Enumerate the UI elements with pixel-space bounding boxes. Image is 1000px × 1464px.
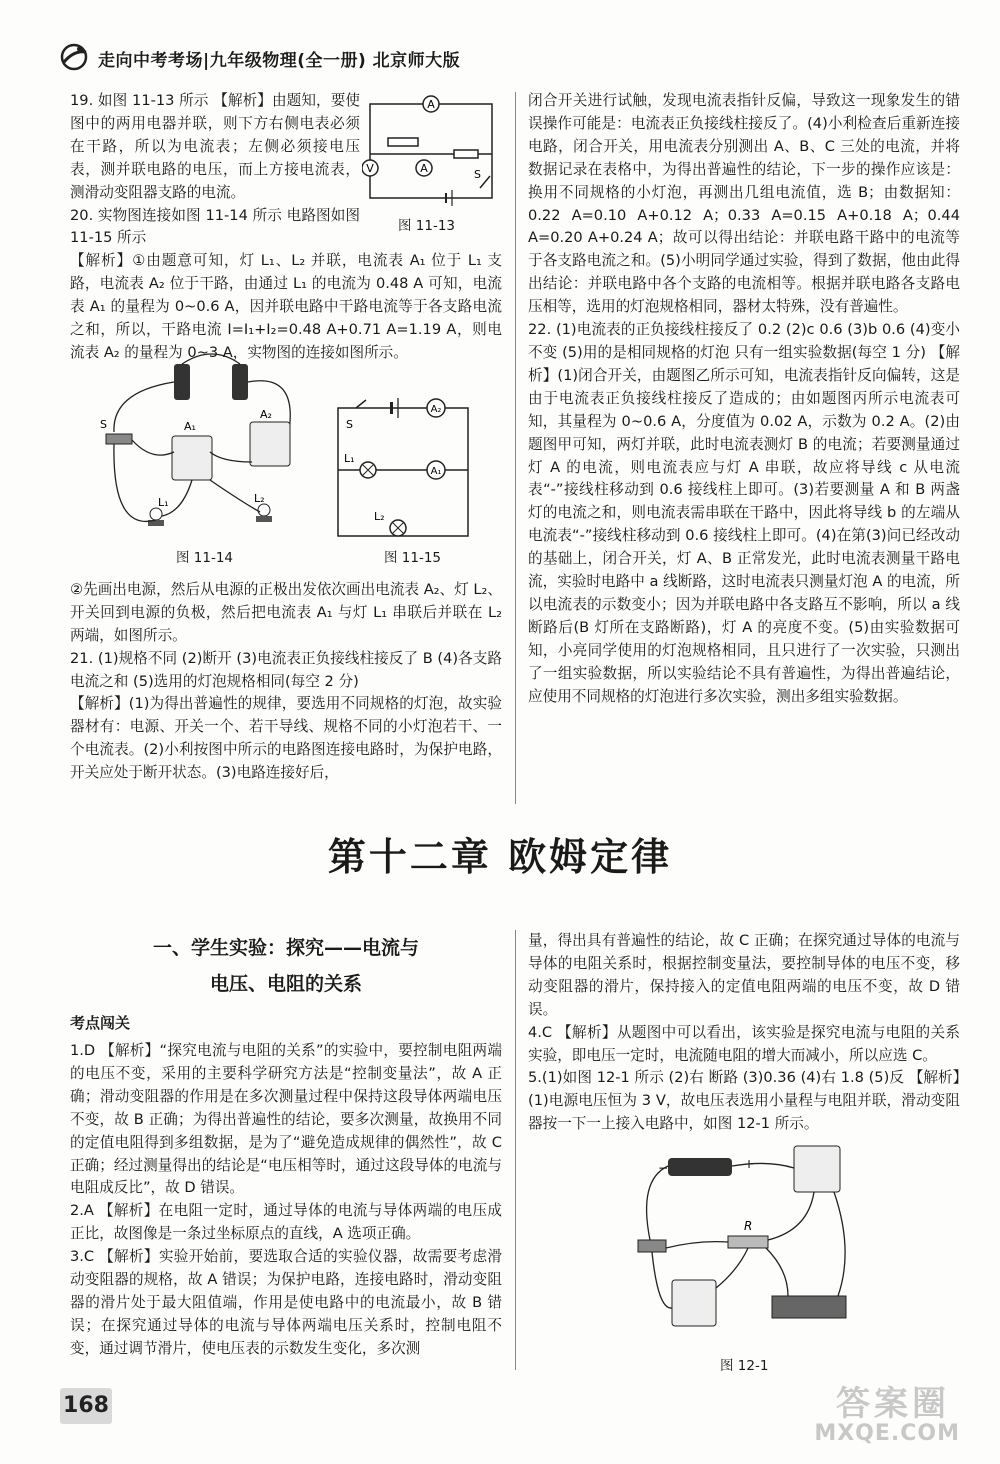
header-title: 走向中考考场|九年级物理(全一册) 北京师大版 xyxy=(98,51,461,71)
answer-21-continued: 闭合开关进行试触，发现电流表指针反偏，导致这一现象发生的错误操作可能是：电流表正负接线柱接反了。(4)小利检查后重新连接电路，闭合开关，用电流表分别测出 A、B、C 三处的电流，并将数据记录在表格中，为得出普遍性的结论，下一步的操作应该是：换用不同规格的小灯泡，再测出几组电流值，选 B；由数据知：0.22 A=0.10 A+0.12 A；0.33 A=0.15 A+0.18 A；0.44 A=0.20 A+0.24 A；故可以得出结论：并联电路干路中的电流等于各支路电流之和。(5)小明同学通过实验，得到了数据，他由此得出结论：并联电路中各个支路的电流相等。根据并联电路各支路电压相等，选用的灯泡规格相同，器材太特殊，没有普遍性。 xyxy=(528,92,960,316)
chapter-title: 第十二章 欧姆定律 xyxy=(327,834,673,879)
caption-fig-11-15: 图 11-15 xyxy=(384,550,442,566)
runner-logo-icon xyxy=(58,42,92,72)
caption-fig-11-13: 图 11-13 xyxy=(398,218,456,234)
label-l2-14: L₂ xyxy=(254,492,265,505)
answer-20-analysis-2: ②先画出电源，然后从电源的正极出发依次画出电流表 A₂、灯 L₂、开关回到电源的负极，然后把电流表 A₁ 与灯 L₁ 串联后并联在 L₂ 两端，如图所示。 xyxy=(70,580,502,644)
answer-20-analysis-1: 【解析】①由题意可知，灯 L₁、L₂ 并联，电流表 A₁ 位于 L₁ 支路，电流表 A₂ 位于干路，由通过 L₁ 的电流为 0.48 A 可知，电流表 A₁ 的量程为 0~0.6 A，因并联电路中干路电流等于各支路电流之和，所以，干路电流 I=I₁+I₂=0.48 A+0.71 A=1.19 A，则电流表 A₂ 的量程为 0~3 A，实物图的连接如图所示。 xyxy=(70,252,502,361)
figure-11-15-schematic xyxy=(326,392,476,542)
answer-column-bottom-right xyxy=(528,930,960,1133)
column-divider-bottom xyxy=(515,930,516,1370)
caption-fig-11-14: 图 11-14 xyxy=(176,550,234,566)
label-s-15: S xyxy=(346,418,353,431)
answer-ch12-5: 5.(1)如图 12-1 所示 (2)右 断路 (3)0.36 (4)右 1.8 (5)反 【解析】(1)电源电压恒为 3 V，故电压表选用小量程与电阻并联，滑动变阻器按一下一上接入电路中，如图 12-1 所示。 xyxy=(528,1069,960,1133)
answer-19: 19. 如图 11-13 所示 【解析】由题知，要使图中的两用电器并联，则下方右侧电表必须在干路，所以为电流表；左侧必须接电压表，测并联电路的电压，而上方接电流表，测滑动变阻器支路的电流。 xyxy=(70,92,360,201)
label-switch: S xyxy=(474,168,481,181)
answer-21-analysis: 【解析】(1)为得出普遍性的规律，要选用不同规格的灯泡，故实验器材有：电源、开关一个、若干导线、规格不同的小灯泡若干、一个电流表。(2)小利按图中所示的电路图连接电路时，为保护电路，开关应处于断开状态。(3)电路连接好后， xyxy=(70,695,502,782)
figure-12-1-wiring xyxy=(628,1140,858,1350)
column-divider-top xyxy=(515,92,516,804)
label-a1-15: A₁ xyxy=(430,466,442,477)
kaodian-heading: 考点闯关 xyxy=(70,1014,131,1032)
label-a2-14: A₂ xyxy=(260,408,272,421)
label-s-14: S xyxy=(100,418,107,431)
answer-column-bottom-left xyxy=(70,1040,502,1370)
caption-fig-12-1: 图 12-1 xyxy=(720,1358,769,1374)
figure-11-13-circuit xyxy=(362,92,502,210)
label-ammeter-top: A xyxy=(427,98,435,111)
answer-column-top-right xyxy=(528,90,960,810)
watermark-url: MXQE.COM xyxy=(814,1421,960,1446)
answer-ch12-1: 1.D 【解析】“探究电流与电阻的关系”的实验中，要控制电阻两端的电压不变，采用的主要科学研究方法是“控制变量法”，故 A 正确；滑动变阻器的作用是在多次测量过程中保持这段导体两端电压不变，故 B 正确；为得出普遍性的结论，要多次测量，故换用不同的定值电阻得到多组数据，是为了“避免造成规律的偶然性”，故 C 正确；经过测量得出的结论是“电压相等时，通过这段导体的电流与电阻成反比”，故 D 错误。 xyxy=(70,1042,502,1197)
label-l1-14: L₁ xyxy=(158,496,169,509)
label-a1-14: A₁ xyxy=(184,420,196,433)
label-minus: − xyxy=(658,1161,669,1175)
answer-ch12-3: 3.C 【解析】实验开始前，要选取合适的实验仪器，故需要考虑滑动变阻器的规格，故 A 错误；为保护电路，连接电路时，滑动变阻器的滑片处于最大阻值端，作用是使电路中的电流最小，故 B 错误；在探究通过导体的电流与导体两端电压关系时，控制电阻不变，通过调节滑片，使电压表的示数发生变化，多次测 xyxy=(70,1248,502,1357)
page-header xyxy=(58,40,958,76)
watermark-logo: 答案圈 xyxy=(836,1384,950,1424)
answer-21: 21. (1)规格不同 (2)断开 (3)电流表正负接线柱接反了 B (4)各支路电流之和 (5)选用的灯泡规格相同(每空 2 分) xyxy=(70,649,502,690)
section-title-line2: 电压、电阻的关系 xyxy=(209,973,362,995)
answer-20: 20. 实物图连接如图 11-14 所示 电路图如图 11-15 所示 xyxy=(70,206,360,247)
section-title-line1: 一、学生实验：探究——电流与 xyxy=(152,937,419,959)
figure-11-14-wiring xyxy=(92,352,310,540)
watermark xyxy=(770,1376,970,1446)
label-voltmeter: V xyxy=(366,162,374,175)
answer-22: 22. (1)电流表的正负接线柱接反了 0.2 (2)c 0.6 (3)b 0.6 (4)变小 不变 (5)用的是相同规格的灯泡 只有一组实验数据(每空 1 分) 【解析】(1)闭合开关，由题图乙所示可知，电流表指针反向偏转，这是由于电流表正负接线柱接反了造成的；由如题图丙所示电流表可知，其量程为 0~0.6 A，分度值为 0.02 A，示数为 0.2 A。(2)由题图甲可知，两灯并联，此时电流表测灯 B 的电流；若要测量通过灯 A 的电流，则电流表应与灯 A 串联，故应将导线 c 从电流表“-”接线柱移动到 0.6 接线柱上即可。(3)若要测量 A 和 B 两盏灯的电流之和，则电流表需串联在干路中，因此将导线 b 的左端从电流表“-”接线柱移动到 0.6 接线柱上即可。(4)在第(3)问已经改动的基础上，闭合开关，灯 A、B 正常发光，此时电流表测量干路电流，实验时电路中 a 线断路，这时电流表只测量灯泡 A 的电流，所以电流表的示数变小；因为并联电路中各支路互不影响，所以 a 线断路后(B 灯所在支路断路)，灯 A 的亮度不变。(5)由实验数据可知，小亮同学使用的灯泡规格相同，且只进行了一次实验，只测出了一组实验数据，所以实验结论不具有普遍性，为得出普遍结论，应使用不同规格的灯泡进行多次实验，测出多组实验数据。 xyxy=(528,321,960,705)
label-a2-15: A₂ xyxy=(430,404,442,415)
label-r: R xyxy=(744,1219,753,1233)
label-ammeter-mid: A xyxy=(420,162,428,175)
answer-ch12-3-continued: 量，得出具有普遍性的结论，故 C 正确；在探究通过导体的电流与导体的电阻关系时，根据控制变量法，要控制导体的电压不变，移动变阻器的滑片，保持接入的定值电阻两端的电压不变，故 D 错误。 xyxy=(528,932,960,1018)
label-l1-15: L₁ xyxy=(344,452,355,465)
answer-ch12-2: 2.A 【解析】在电阻一定时，通过导体的电流与导体两端的电压成正比，故图像是一条过坐标原点的直线，A 选项正确。 xyxy=(70,1202,502,1243)
section-title xyxy=(70,930,502,1002)
answer-ch12-4: 4.C 【解析】从题图中可以看出，该实验是探究电流与电阻的关系实验，即电压一定时，电流随电阻的增大而减小，所以应选 C。 xyxy=(528,1023,960,1064)
page-number: 168 xyxy=(60,1388,112,1424)
label-plus: + xyxy=(744,1157,755,1171)
label-l2-15: L₂ xyxy=(374,510,385,523)
